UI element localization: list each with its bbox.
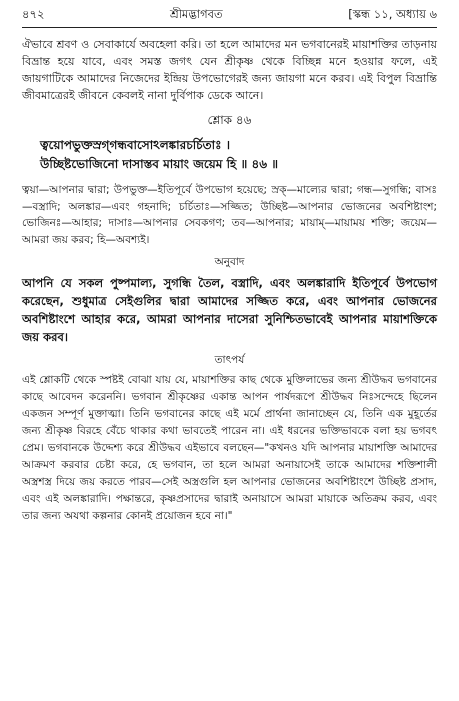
page-header: [22, 6, 437, 26]
book-title: শ্রীমদ্ভাগবত: [169, 7, 223, 21]
verse-text: [22, 136, 437, 174]
header-divider: [22, 27, 437, 28]
page-number: ৪৭২: [22, 7, 45, 21]
translation-title: অনুবাদ: [214, 256, 245, 268]
verse-line-1: ত্বয়োপভুক্তস্রগ্‌গন্ধবাসোঽলঙ্কারচর্চিতাঃ ।: [40, 138, 230, 152]
intro-paragraph: ঐভাবে শ্রবণ ও সেবাকার্যে অবহেলা করি। তা হলে আমাদের মন ভগবানেরই মায়াশক্তির তাড়নায় বিভ্রান্ত হয়ে যাবে, এবং সমস্ত জগৎ যেন শ্রীকৃষ্ণ থেকে বিচ্ছিন্ন মনে হওয়ার ফলে, এই জায়গাটিকে আমাদের নিজেদের ইন্দ্রিয় উপভোগেরই জন্য জায়গা মনে করব। এই বিপুল বিভ্রান্তি জীবমাত্রেরই জীবনে কেবলই নানা দুর্বিপাক ডেকে আনে।: [22, 38, 437, 102]
translation-text: আপনি যে সকল পুষ্পমাল্য, সুগন্ধি তৈল, বস্ত্রাদি, এবং অলঙ্কারাদি ইতিপূর্বে উপভোগ করেছেন, শুধুমাত্র সেইগুলির দ্বারা আমাদের সজ্জিত করে, এবং আপনার ভোজনের অবশিষ্টাংশে আহার করে, আমরা আপনার দাসেরা সুনিশ্চিতভাবেই আপনার মায়াশক্তিকে জয় করব।: [22, 276, 437, 344]
word-meanings: ত্বয়া—আপনার দ্বারা; উপভুক্ত—ইতিপূর্বে উপভোগ হয়েছে; স্রক্—মাল্যের দ্বারা; গন্ধ—সুগন্ধি; বাসঃ—বস্ত্রাদি; অলঙ্কার—এবং গহনাদি; চর্চিতাঃ—সজ্জিত; উচ্ছিষ্ট—আপনার ভোজনের অবশিষ্টাংশ; ভোজিনঃ—আহার; দাসাঃ—আপনার সেবকগণ; তব—আপনার; মায়াম্—মায়াময় শক্তি; জয়েম—আমরা জয় করব; হি—অবশ্যই।: [22, 184, 437, 246]
purport-title: তাৎপর্য: [214, 354, 245, 366]
purport-text: এই শ্লোকটি থেকে স্পষ্টই বোঝা যায় যে, মায়াশক্তির কাছ থেকে মুক্তিলাভের জন্য শ্রীউদ্ধব ভগবানের কাছে আবেদন করেননি। ভগবান শ্রীকৃষ্ণের একান্ত আপন পার্ষদরূপে শ্রীউদ্ধব নিঃসন্দেহে ছিলেন একজন সম্পূর্ণ মুক্তাত্মা। তিনি ভগবানের কাছে এই মর্মে প্রার্থনা জানাচ্ছেন যে, তিনি এক মুহূর্তের জন্য শ্রীকৃষ্ণ বিরহে বেঁচে থাকার কথা ভাবতেই পারেন না। এই ধরনের ভক্তিভাবকে বলা হয় ভগবৎ প্রেম। ভগবানকে উদ্দেশ্য করে শ্রীউদ্ধব এইভাবে বলছেন—"কখনও যদি আপনার মায়াশক্তি আমাদের আক্রমণ করবার চেষ্টা করে, হে ভগবান, তা হলে আমরা অনায়াসেই তাকে আমাদের শক্তিশালী অস্ত্রশস্ত্র দিয়ে জয় করতে পারব—সেই অস্ত্রগুলি হল আপনার ভোজনের অবশিষ্টাংশে উচ্ছিষ্ট প্রসাদ, এবং এই অলঙ্কারাদি। পক্ষান্তরে, কৃষ্ণপ্রসাদের দ্বারাই অনায়াসে আমরা মায়াকে অতিক্রম করব, এবং তার জন্য অযথা কল্পনার কোনই প্রয়োজন হবে না।": [22, 374, 437, 522]
verse-line-2: উচ্ছিষ্টভোজিনো দাসাস্তব মায়াং জয়েম হি ॥ ৪৬ ॥: [40, 157, 279, 171]
chapter-reference: [স্কন্ধ ১১, অধ্যায় ৬: [348, 7, 437, 21]
verse-title: শ্লোক ৪৬: [207, 113, 252, 127]
